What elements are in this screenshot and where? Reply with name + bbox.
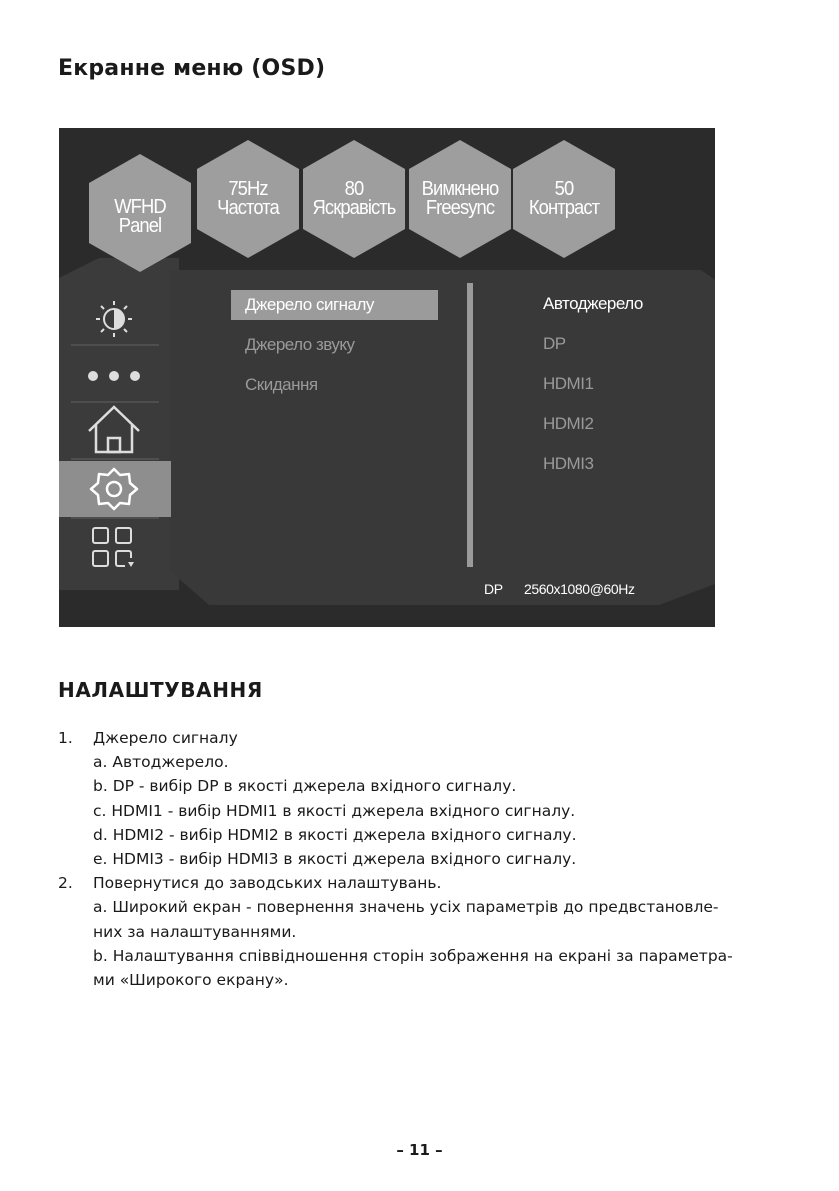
tile-frequency-label: Частота <box>217 197 279 219</box>
status-input: DP <box>484 581 503 597</box>
option-hdmi3[interactable]: HDMI3 <box>543 454 594 473</box>
multi-window-icon[interactable] <box>79 522 149 574</box>
list-item <box>58 968 798 992</box>
home-icon[interactable] <box>79 404 149 456</box>
more-dots-icon[interactable] <box>79 350 149 402</box>
tile-panel-value: WFHD <box>114 196 166 218</box>
list-text: a. Автоджерело. <box>93 753 229 772</box>
tile-contrast-value: 50 <box>554 178 574 200</box>
page-title: Екранне меню (OSD) <box>58 56 326 81</box>
menu-item-reset[interactable]: Скидання <box>245 375 318 394</box>
tile-freesync-value: Вимкнено <box>421 178 499 200</box>
list-item <box>58 895 798 919</box>
tile-frequency-value: 75Hz <box>228 178 268 200</box>
page-number: – 11 – <box>396 1141 443 1159</box>
list-text: ми «Широкого екрану». <box>93 971 289 990</box>
list-text: a. Широкий екран - повернення значень усіх параметрів до предвстановле- <box>93 898 719 917</box>
tile-freesync <box>409 140 511 258</box>
menu-item-signal-source[interactable]: Джерело сигналу <box>231 290 438 320</box>
option-hdmi2[interactable]: HDMI2 <box>543 414 594 433</box>
osd-divider <box>467 283 473 567</box>
menu-item-audio-source[interactable]: Джерело звуку <box>245 335 355 354</box>
list-item <box>58 944 798 968</box>
tile-freesync-label: Freesync <box>425 197 495 219</box>
list-text: Джерело сигналу <box>93 729 238 747</box>
list-text: b. DP - вибір DP в якості джерела вхідного сигналу. <box>93 777 517 796</box>
section-title: НАЛАШТУВАННЯ <box>58 678 263 702</box>
osd-screenshot <box>59 128 715 627</box>
settings-list <box>58 726 798 992</box>
tile-brightness-value: 80 <box>344 178 364 200</box>
option-dp[interactable]: DP <box>543 334 566 353</box>
list-text: d. HDMI2 - вибір HDMI2 в якості джерела вхідного сигналу. <box>93 825 577 844</box>
list-item <box>58 799 798 823</box>
option-auto-source[interactable]: Автоджерело <box>543 294 643 313</box>
list-item <box>58 774 798 798</box>
status-resolution: 2560x1080@60Hz <box>524 581 635 597</box>
list-number: 2. <box>58 874 73 893</box>
list-text: c. HDMI1 - вибір HDMI1 в якості джерела вхідного сигналу. <box>93 801 576 820</box>
list-item <box>58 823 798 847</box>
list-item <box>58 871 798 895</box>
list-text: Повернутися до заводських налаштувань. <box>93 874 442 893</box>
tile-contrast-label: Контраст <box>528 197 600 219</box>
list-text: них за налаштуваннями. <box>93 922 297 941</box>
list-item <box>58 726 798 750</box>
list-item <box>58 750 798 774</box>
list-item <box>58 847 798 871</box>
tile-brightness-label: Яскравість <box>312 197 396 219</box>
tile-panel <box>89 154 191 272</box>
list-text: e. HDMI3 - вибір HDMI3 в якості джерела вхідного сигналу. <box>93 850 577 869</box>
list-number: 1. <box>58 729 73 747</box>
settings-gear-icon[interactable] <box>79 463 149 515</box>
brightness-icon[interactable] <box>79 293 149 345</box>
list-text: b. Налаштування співвідношення сторін зображення на екрані за параметра- <box>93 946 733 965</box>
tile-panel-label: Panel <box>118 215 162 237</box>
tile-contrast <box>513 140 615 258</box>
tile-frequency <box>197 140 299 258</box>
list-item <box>58 920 798 944</box>
option-hdmi1[interactable]: HDMI1 <box>543 374 594 393</box>
tile-brightness <box>303 140 405 258</box>
